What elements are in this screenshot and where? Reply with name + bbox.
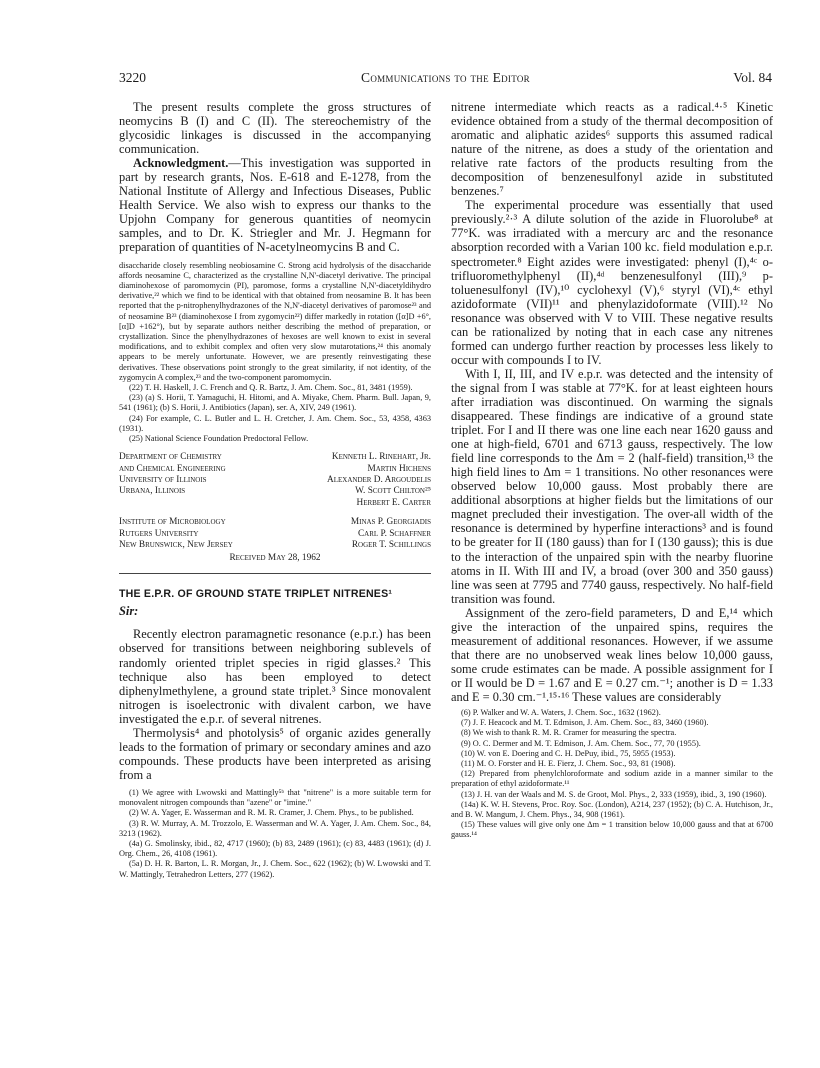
acknowledgment-paragraph bbox=[119, 156, 431, 254]
section-divider bbox=[119, 573, 431, 574]
footnote: (8) We wish to thank R. M. R. Cramer for measuring the spectra. bbox=[461, 728, 677, 738]
footnote: (23) (a) S. Horii, T. Yamaguchi, H. Hitomi, and A. Miyake, Chem. Pharm. Bull. Japan, 9, 541 (1961); (b) S. Horii, J. Antibiotics (Japan), ser. A, XIV, 249 (1961). bbox=[119, 393, 431, 413]
page-header bbox=[119, 70, 772, 88]
footnote: (14a) K. W. H. Stevens, Proc. Roy. Soc. (London), A214, 237 (1952); (b) C. A. Hutchison, Jr., and B. W. Mangum, J. Chem. Phys., 34, 908 (1961). bbox=[451, 799, 773, 820]
continued-footnote: disaccharide closely resembling neobiosamine C. Strong acid hydrolysis of the disaccharide affords neosamine C, characterized as the crystalline N,N'-diacetyl derivative. The principal diaminohexose of paromomycin (PI), paromose, forms a crystalline N,N'-diacetyldihydro derivative,²² which we find to be identical with that obtained from neosamine B. It has been reported that the p-nitrophenylhydrazones of the N,N'-diacetyl derivatives of paromose²³ and of neosamine B²³ (diaminohexose I from zygomycin²²) differ markedly in rotation ([α]D +6°, [α]D +162°), but by separate authors neither describing the method of preparation, or crystallization. Since the phenylhydrazones of hexoses are well known to exist in several modifications, and to exhibit complex and often very slow mutarotations,²⁴ this anomaly appears to be merely unfortunate. However, we are presently reinvestigating these derivatives. These observations point strongly to the great similarity, if not identity, of the zygomycin A complex,²³ and the two-component paromomycin. bbox=[119, 260, 431, 382]
author-name: Martin Hichens bbox=[367, 463, 431, 474]
author-affiliation-block-2 bbox=[119, 517, 431, 551]
footnote: (25) National Science Foundation Predoctoral Fellow. bbox=[129, 433, 309, 443]
right-column bbox=[451, 100, 773, 841]
intro-paragraph: Recently electron paramagnetic resonance (e.p.r.) has been observed for transitions between neighboring sublevels of randomly oriented triplet species in rigid glasses.² This technique also has been employed to detect diphenylmethylene, a ground state triplet.³ Since monovalent nitrogen is isoelectronic with divalent carbon, we have investigated the e.p.r. of several nitrenes. bbox=[119, 627, 431, 726]
footnote: (15) These values will give only one Δm = 1 transition below 10,000 gauss and that at 6700 gauss.¹⁴ bbox=[451, 820, 773, 840]
affiliation-line: Institute of Microbiology bbox=[119, 517, 226, 528]
affiliation-line: Department of Chemistry bbox=[119, 452, 222, 463]
author-name: Kenneth L. Rinehart, Jr. bbox=[331, 452, 431, 463]
footnote: (11) M. O. Forster and H. E. Fierz, J. Chem. Soc., 93, 81 (1908). bbox=[461, 759, 676, 769]
affiliation-line: and Chemical Engineering bbox=[119, 463, 226, 474]
author-name: Roger T. Schillings bbox=[351, 540, 431, 551]
affiliation-line: New Brunswick, New Jersey bbox=[119, 540, 233, 551]
footnote: (4a) G. Smolinsky, ibid., 82, 4717 (1960); (b) 83, 2489 (1961); (c) 83, 4483 (1961); (d) J. Org. Chem., 26, 4108 (1961). bbox=[119, 838, 431, 859]
affiliation-line: Urbana, Illinois bbox=[119, 486, 186, 497]
journal-section-title: Communications to the Editor bbox=[361, 70, 530, 85]
footnote: (3) R. W. Murray, A. M. Trozzolo, E. Wasserman and W. A. Yager, J. Am. Chem. Soc., 84, 3213 (1962). bbox=[119, 818, 431, 838]
page-number: 3220 bbox=[119, 70, 146, 85]
footnote: (7) J. F. Heacock and M. T. Edmison, J. Am. Chem. Soc., 83, 3460 (1960). bbox=[461, 718, 709, 728]
footnote: (6) P. Walker and W. A. Waters, J. Chem. Soc., 1632 (1962). bbox=[461, 708, 661, 718]
author-name: Carl P. Schaffner bbox=[357, 528, 431, 539]
author-name: Alexander D. Argoudelis bbox=[327, 474, 431, 485]
salutation: Sir: bbox=[119, 604, 139, 619]
author-name: Minas P. Georgiadis bbox=[350, 517, 431, 528]
left-column bbox=[119, 100, 431, 880]
footnote: (24) For example, C. L. Butler and L. H. Cretcher, J. Am. Chem. Soc., 53, 4358, 4363 (1931). bbox=[119, 413, 431, 433]
footnote: (10) W. von E. Doering and C. H. DePuy, ibid., 75, 5955 (1953). bbox=[461, 748, 676, 758]
received-date: Received May 28, 1962 bbox=[229, 553, 321, 564]
footnote: (12) Prepared from phenylchloroformate and sodium azide in a manner similar to the preparation of ethyl azidoformate.¹¹ bbox=[451, 769, 773, 789]
footnote: (5a) D. H. R. Barton, L. R. Morgan, Jr., J. Chem. Soc., 622 (1962); (b) W. Lwowski and T. W. Mattingly, Tetrahedron Letters, 277 (1962). bbox=[119, 859, 431, 879]
footnote: (2) W. A. Yager, E. Wasserman and R. M. R. Cramer, J. Chem. Phys., to be published. bbox=[129, 808, 414, 818]
footnote: (9) O. C. Dermer and M. T. Edmison, J. Am. Chem. Soc., 77, 70 (1955). bbox=[461, 738, 701, 748]
footnote: (13) J. H. van der Waals and M. S. de Groot, Mol. Phys., 2, 333 (1959), ibid., 3, 190 (1960). bbox=[461, 789, 767, 799]
nitrene-paragraph: nitrene intermediate which reacts as a radical.⁴·⁵ Kinetic evidence obtained from a study of the thermal decomposition of aromatic and aliphatic azides⁶ supports this assumed radical nature of the nitrene, as does a study of the orientation and relative rate factors of the products resulting from the decomposition of benzenesulfonyl azide in substituted benzenes.⁷ bbox=[451, 100, 773, 199]
thermolysis-paragraph: Thermolysis⁴ and photolysis⁵ of organic azides generally leads to the formation of primary or secondary amines and azo compounds. These products have been interpreted as arising from a bbox=[119, 725, 431, 782]
acknowledgment-heading: Acknowledgment. bbox=[133, 156, 229, 171]
author-affiliation-block-1 bbox=[119, 452, 431, 509]
affiliation-line: University of Illinois bbox=[119, 474, 207, 485]
volume-label: Vol. 84 bbox=[733, 70, 772, 85]
experimental-paragraph: The experimental procedure was essentially that used previously.²·³ A dilute solution of the azide in Fluorolube⁸ at 77°K. was irradiated with a mercury arc and the resonance absorption recorded with a Varian 100 kc. field modulation e.p.r. spectrometer.⁸ Eight azides were investigated: phenyl (I),⁴ᶜ o-trifluoromethylphenyl (II),⁴ᵈ benzenesulfonyl (III),⁹ p-toluenesulfonyl (IV),¹⁰ cyclohexyl (V),⁶ styryl (VI),⁴ᶜ ethyl azidoformate (VII)¹¹ and phenylazidoformate (VIII).¹² No resonance was observed with V to VIII. These negative results can be rationalized by noting that in each case any nitrenes formed can undergo further reaction by processes less likely to occur with compounds I to IV. bbox=[451, 198, 773, 367]
affiliation-line: Rutgers University bbox=[119, 528, 199, 539]
article-title: THE E.P.R. OF GROUND STATE TRIPLET NITRENES¹ bbox=[119, 588, 393, 601]
author-name: Herbert E. Carter bbox=[356, 497, 431, 508]
results-paragraph: With I, II, III, and IV e.p.r. was detected and the intensity of the signal from I was stable at 77°K. for at least eighteen hours after irradiation was discontinued. On warming the signals disappeared. These findings are indicative of a ground state triplet. For I and II there was one line each near 1620 gauss and one at high-field, 6701 and 6713 gauss, respectively. The low field line corresponds to the Δm = 2 (half-field) transition,¹³ the high field lines to Δm = 1 transitions. No other resonances were observed below 10,000 gauss. Most probably there are additional absorptions at higher fields but the limitations of our magnet precluded their investigation. The over-all width of the resonance is determined by hyperfine interactions³ and is found to be greater for II (180 gauss) than for I (130 gauss); this is due to the interaction of the unpaired spin with the nearby fluorine atoms in II. With III and IV, a broad (over 300 and 350 gauss) line was seen at 7795 and 7740 gauss, respectively. No half-field transition was found. bbox=[451, 366, 773, 606]
author-name: W. Scott Chilton²⁵ bbox=[355, 486, 431, 497]
footnote: (22) T. H. Haskell, J. C. French and Q. R. Bartz, J. Am. Chem. Soc., 81, 3481 (1959). bbox=[129, 382, 413, 392]
assignment-paragraph: Assignment of the zero-field parameters, D and E,¹⁴ which give the interaction of the unpaired spins, requires the measurement of additional resonances. However, if we assume that there are no unobserved weak lines below 10,000 gauss, some crude estimates can be made. A possible assignment for I or II would be D = 1.67 and E = 0.27 cm.⁻¹; another is D = 1.33 and E = 0.30 cm.⁻¹.¹⁵·¹⁶ These values are considerably bbox=[451, 605, 773, 704]
closing-paragraph: The present results complete the gross structures of neomycins B (I) and C (II). The stereochemistry of the glycosidic linkages is discussed in the accompanying communication. bbox=[119, 100, 431, 157]
acknowledgment-text: —This investigation was supported in part by research grants, Nos. E-618 and E-1278, from the National Institute of Allergy and Infectious Diseases, Public Health Service. We also wish to express our thanks to the Upjohn Company for generous quantities of neomycin samples, and to Dr. K. Striegler and Mr. J. Hegmann for preparation of quantities of N-acetylneomycins B and C. bbox=[119, 156, 431, 255]
footnote: (1) We agree with Lwowski and Mattingly⁵ᵇ that "nitrene" is a more suitable term for monovalent nitrogen compounds than "azene" or "imine." bbox=[119, 787, 431, 808]
